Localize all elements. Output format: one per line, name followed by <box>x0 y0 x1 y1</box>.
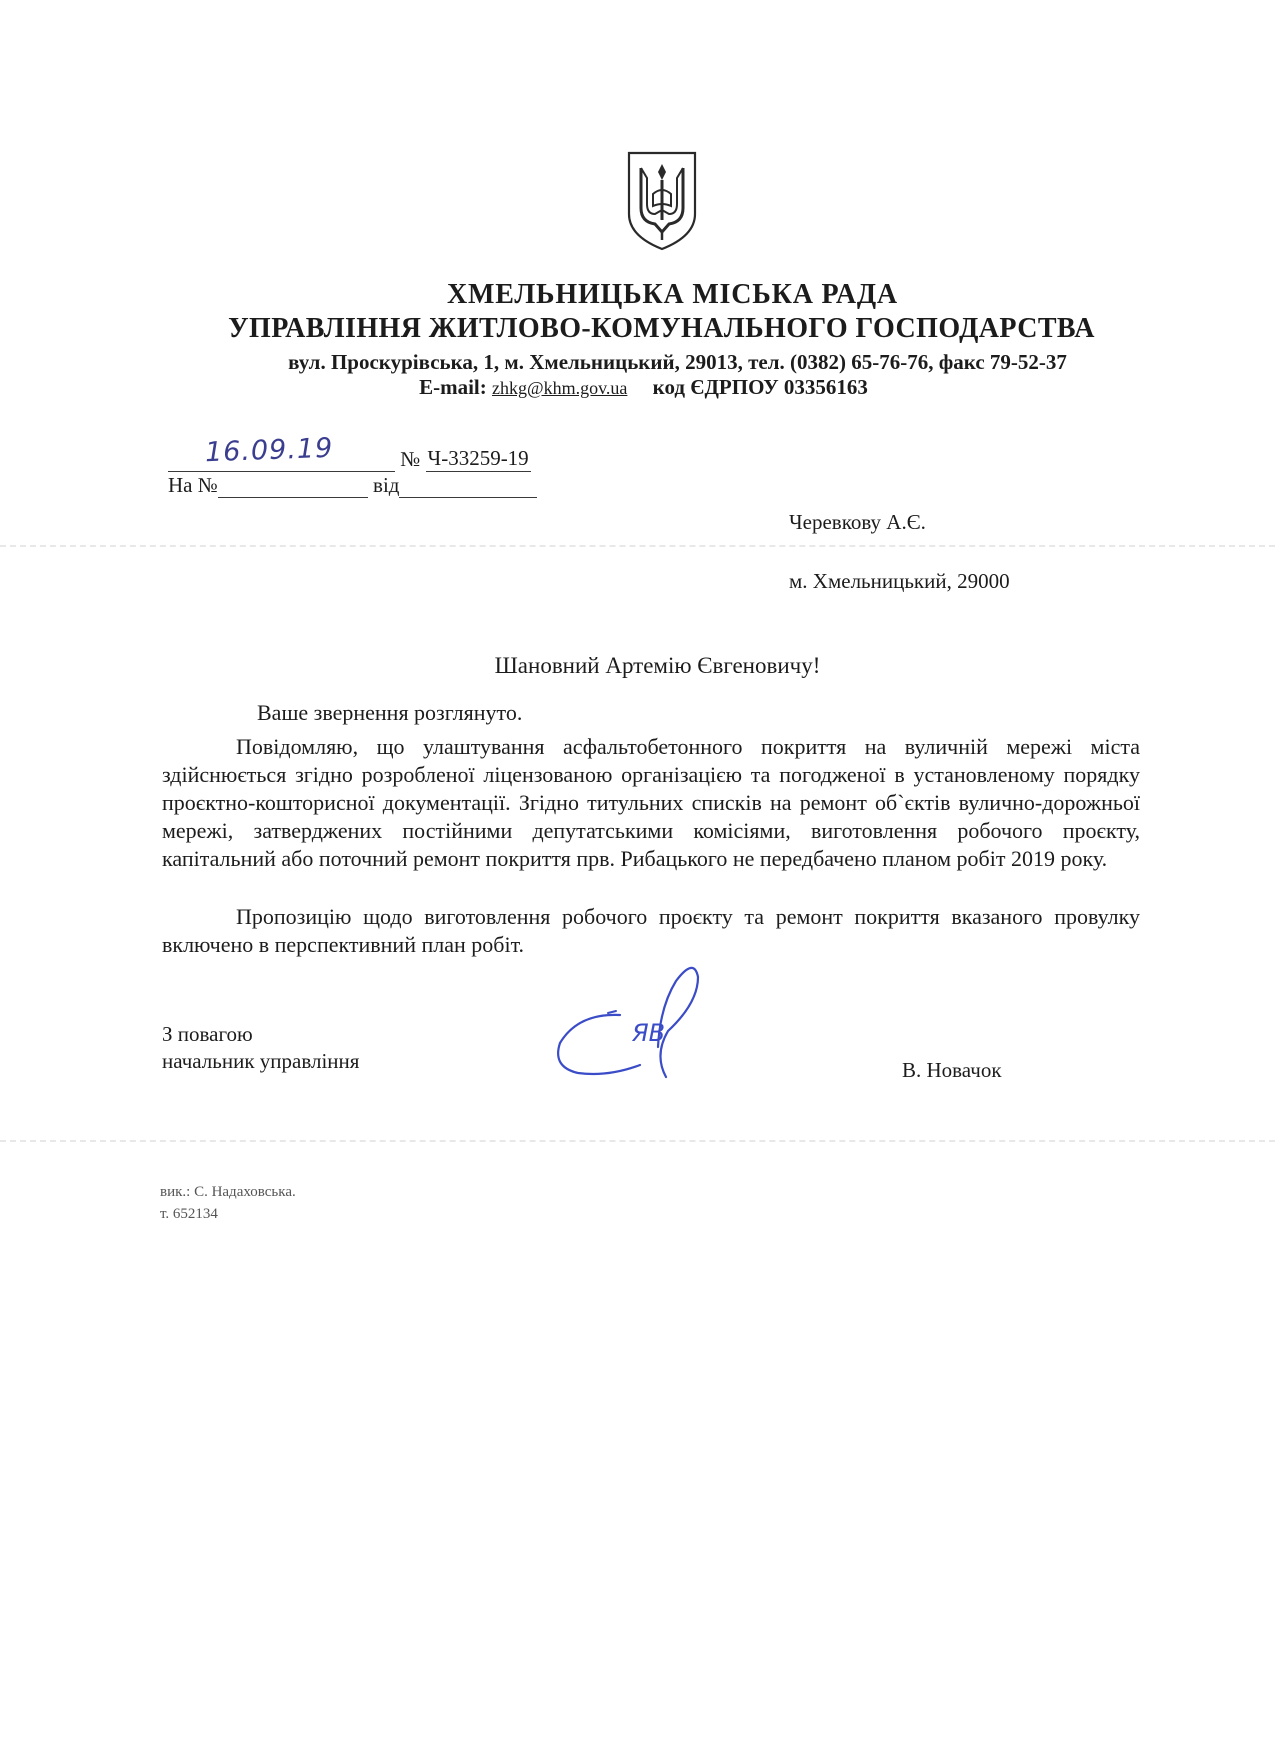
executor-name: вик.: С. Надаховська. <box>160 1184 296 1200</box>
salutation: Шановний Артемію Євгеновичу! <box>494 653 821 678</box>
email-link[interactable]: zhkg@khm.gov.ua <box>492 378 628 398</box>
signature-initials: ЯВ <box>632 1019 666 1047</box>
contact-line <box>0 375 1275 400</box>
scan-artifact-line <box>0 545 1275 547</box>
edrpou-code: код ЄДРПОУ 03356163 <box>652 375 868 399</box>
signer-name: В. Новачок <box>902 1058 1002 1082</box>
body-paragraph-1: Повідомляю, що улаштування асфальтобетонного покриття на вуличній мережі міста здійснюється згідно розробленої ліцензованою організацією та погодженої в установленому порядку проєктно-кошторисної документації. Згідно титульних списків на ремонт об`єктів вулично-дорожньої мережі, затверджених постійними депутатськими комісіями, виготовлення робочого проєкту, капітальний або поточний ремонт покриття прв. Рибацького не передбачено планом робіт 2019 року. <box>162 734 1140 871</box>
reference-date-underline <box>399 497 537 498</box>
number-sign: № <box>400 447 421 471</box>
signer-position: начальник управління <box>162 1049 360 1073</box>
closing-regards: З повагою <box>162 1022 253 1046</box>
intro-sentence: Ваше звернення розглянуто. <box>257 700 523 725</box>
coat-of-arms-icon <box>625 150 699 252</box>
outgoing-number-line <box>168 446 531 472</box>
email-label: E-mail: <box>419 375 487 399</box>
organization-address: вул. Проскурівська, 1, м. Хмельницький, 29013, тел. (0382) 65-76-76, факс 79-52-37 <box>288 350 1067 374</box>
scan-artifact-line <box>0 1140 1275 1142</box>
reference-line <box>168 473 537 498</box>
executor-phone: т. 652134 <box>160 1206 218 1222</box>
department-title: УПРАВЛІННЯ ЖИТЛОВО-КОМУНАЛЬНОГО ГОСПОДАРСТВА <box>228 313 1095 344</box>
body-paragraph-2: Пропозицію щодо виготовлення робочого проєкту та ремонт покриття вказаного провулку включено в перспективний план робіт. <box>162 904 1140 957</box>
reference-number-underline <box>218 497 368 498</box>
addressee-name: Черевкову А.Є. <box>789 510 926 534</box>
handwritten-date: 16.09.19 <box>204 432 334 469</box>
outgoing-number: Ч-33259-19 <box>427 446 529 470</box>
date-underline <box>168 471 395 472</box>
organization-title: ХМЕЛЬНИЦЬКА МІСЬКА РАДА <box>447 279 898 310</box>
handwritten-signature <box>548 955 768 1095</box>
addressee-city: м. Хмельницький, 29000 <box>789 569 1010 593</box>
reference-from-label: від <box>373 473 400 497</box>
reference-label: На № <box>168 473 218 497</box>
